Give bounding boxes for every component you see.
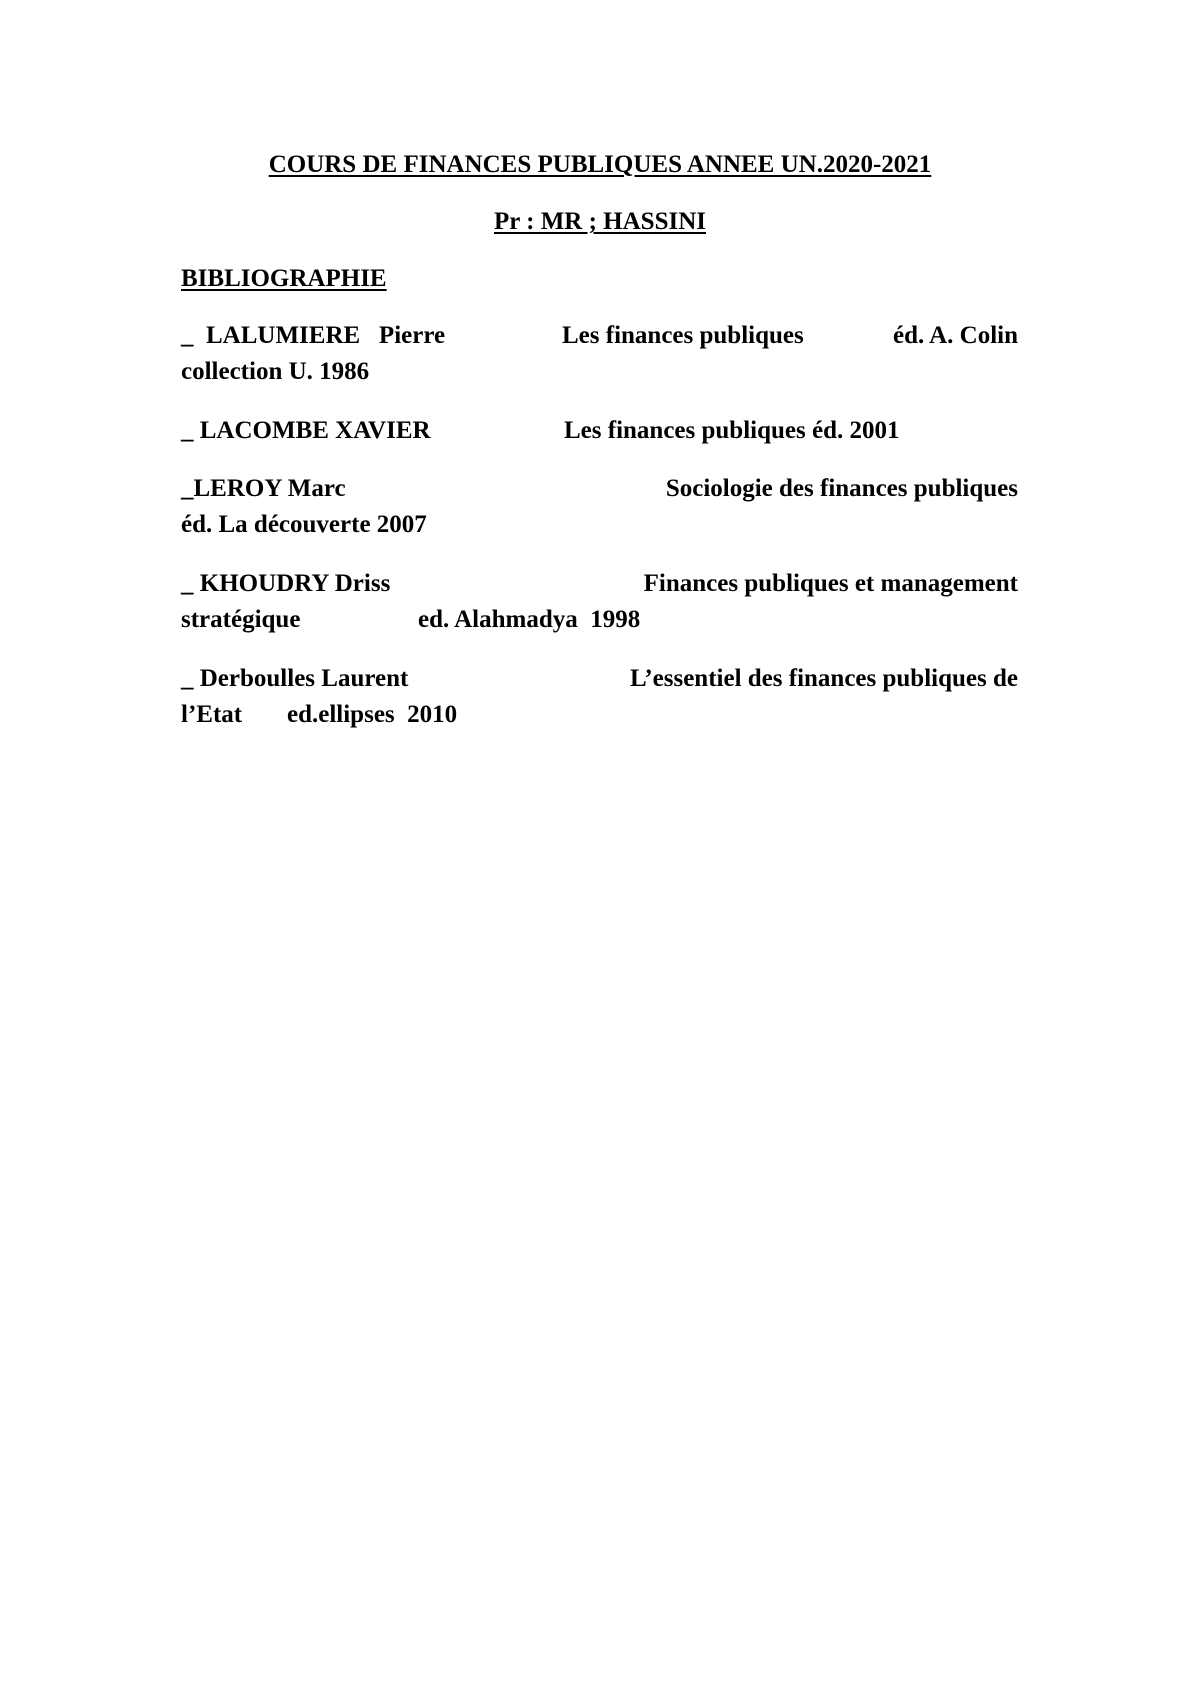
document-title: COURS DE FINANCES PUBLIQUES ANNEE UN.2020-2021 (268, 151, 932, 178)
section-heading-bibliography: BIBLIOGRAPHIE (181, 265, 387, 292)
entry-work: Sociologie des finances publiques (665, 475, 1018, 502)
bibliography-entry (181, 566, 1018, 638)
entry-continuation: stratégique (181, 606, 301, 633)
bibliography-entry (181, 318, 1018, 390)
entry-work: Finances publiques et management (643, 570, 1018, 597)
entry-continuation: collection U. 1986 (181, 358, 370, 385)
entry-edition: ed. Alahmadya 1998 (418, 606, 641, 633)
professor-line: Pr : MR ; HASSINI (493, 208, 707, 235)
entry-work: L’essentiel des finances publiques de (629, 665, 1018, 692)
entry-author: _LEROY Marc (181, 475, 346, 502)
bibliography-entry (181, 413, 1018, 449)
entry-edition: éd. A. Colin (892, 322, 1018, 349)
entry-author: _ LACOMBE XAVIER (181, 417, 431, 444)
entry-author: _ Derboulles Laurent (181, 665, 409, 692)
entry-author: _ LALUMIERE Pierre (181, 322, 446, 349)
entry-edition: ed.ellipses 2010 (287, 701, 458, 728)
entry-continuation: l’Etat (181, 701, 243, 728)
entry-author: _ KHOUDRY Driss (181, 570, 391, 597)
entry-work: Les finances publiques éd. 2001 (564, 417, 900, 444)
bibliography-entry (181, 471, 1018, 543)
bibliography-entry (181, 661, 1018, 733)
entry-continuation: éd. La découverte 2007 (181, 511, 427, 538)
entry-work: Les finances publiques (562, 322, 804, 349)
